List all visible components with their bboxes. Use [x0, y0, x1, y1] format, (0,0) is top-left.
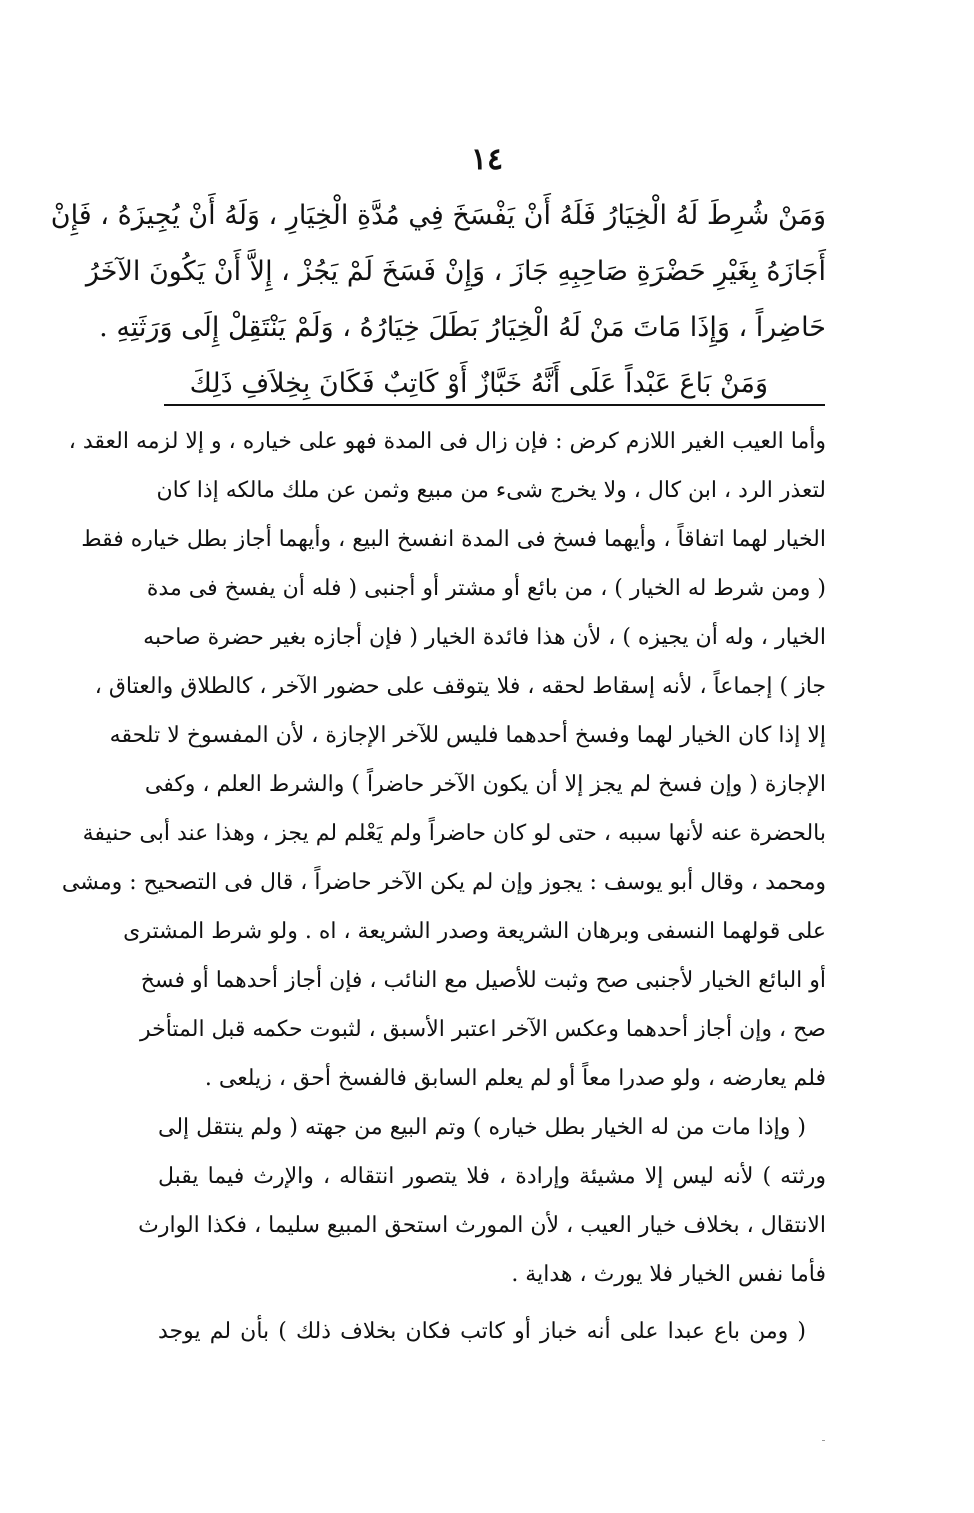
page-number: ١٤	[470, 142, 504, 177]
commentary-line: جاز ) إجماعاً ، لأنه إسقاط لحقه ، فلا يتوقف على حضور الآخر ، كالطلاق والعتاق ،	[94, 674, 826, 699]
paper-speck	[822, 1440, 825, 1441]
commentary-line: وأما العيب الغير اللازم كرض : فإن زال فى المدة فهو على خياره ، و إلا لزمه العقد ،	[68, 429, 826, 454]
commentary-line: ومحمد ، وقال أبو يوسف : يجوز وإن لم يكن الآخر حاضراً ، قال فى التصحيح : ومشى	[61, 870, 826, 895]
main-text	[50, 188, 826, 412]
main-text-line: وَمَنْ بَاعَ عَبْداً عَلَى أَنَّهُ خَبَّازٌ أَوْ كَاتِبٌ فَكَانَ بِخِلاَفِ ذَلِكَ	[189, 368, 768, 399]
main-text-line: وَمَنْ شُرِطَ لَهُ الْخِيَارُ فَلَهُ أَنْ يَفْسَخَ فِي مُدَّةِ الْخِيَارِ ، وَلَهُ أَنْ يُجِيزَهُ ، فَإِنْ	[50, 200, 826, 231]
commentary-line: بالحضرة عنه لأنها سببه ، حتى لو كان حاضراً ولم يَعْلم لم يجز ، وهذا عند أبى حنيفة	[82, 821, 826, 846]
commentary-line: إلا إذا كان الخيار لهما وفسخ أحدهما فليس للآخر الإجازة ، لأن المفسوخ لا تلحقه	[109, 723, 826, 748]
main-text-line: أَجَازَهُ بِغَيْرِ حَضْرَةِ صَاحِبِهِ جَازَ ، وَإِنْ فَسَخَ لَمْ يَجُزْ ، إِلاَّ أَنْ يَكُونَ الآخَرُ	[85, 256, 826, 287]
commentary-line: ورثته ) لأنه ليس إلا مشيئة وإرادة ، فلا يتصور انتقاله ، والإرث فيما يقبل	[158, 1164, 826, 1189]
commentary-line: الانتقال ، بخلاف خيار العيب ، لأن المورث استحق المبيع سليما ، فكذا الوارث	[138, 1213, 826, 1238]
main-text-line: حَاضِراً ، وَإِذَا مَاتَ مَنْ لَهُ الْخِيَارُ بَطَلَ خِيَارُهُ ، وَلَمْ يَنْتَقِلْ إِلَى وَرَثَتِهِ .	[99, 312, 826, 343]
commentary-line: الإجازة ( وإن فسخ لم يجز إلا أن يكون الآخر حاضراً ) والشرط العلم ، وكفى	[144, 772, 826, 797]
commentary-line: ( ومن شرط له الخيار ) ، من بائع أو مشتر أو أجنبى ( فله أن يفسخ فى مدة	[146, 576, 826, 601]
commentary-line: الخيار ، وله أن يجيزه ) ، لأن هذا فائدة الخيار ( فإن أجازه بغير حضرة صاحبه	[143, 625, 826, 650]
commentary-line: صح ، وإن أجاز أحدهما وعكس الآخر اعتبر الأسبق ، لثبوت حكمه قبل المتأخر	[139, 1017, 826, 1042]
commentary-text	[61, 417, 826, 1356]
commentary-line: ( وإذا مات من له الخيار بطل خياره ) وتم البيع من جهته ( ولم ينتقل إلى	[158, 1115, 806, 1140]
commentary-line: الخيار لهما اتفاقاً ، وأيهما فسخ فى المدة انفسخ البيع ، وأيهما أجاز بطل خياره فقط	[81, 527, 826, 552]
section-divider	[164, 404, 825, 406]
commentary-line: على قولهما النسفى وبرهان الشريعة وصدر الشريعة ، اه . ولو شرط المشترى	[123, 919, 826, 944]
commentary-line: لتعذر الرد ، ابن كال ، ولا يخرج شىء من مبيع وثمن عن ملك مالكه إذا كان	[156, 478, 826, 503]
commentary-line: فلم يعارضه ، ولو صدرا معاً أو لم يعلم السابق فالفسخ أحق ، زيلعى .	[204, 1066, 826, 1091]
commentary-line: فأما نفس الخيار فلا يورث ، هداية .	[511, 1262, 826, 1287]
commentary-line: أو البائع الخيار لأجنبى صح وثبت للأصيل مع النائب ، فإن أجاز أحدهما أو فسخ	[140, 968, 826, 993]
commentary-line: ( ومن باع عبدا على أنه خباز أو كاتب فكان بخلاف ذلك ) بأن لم يوجد	[158, 1319, 806, 1344]
